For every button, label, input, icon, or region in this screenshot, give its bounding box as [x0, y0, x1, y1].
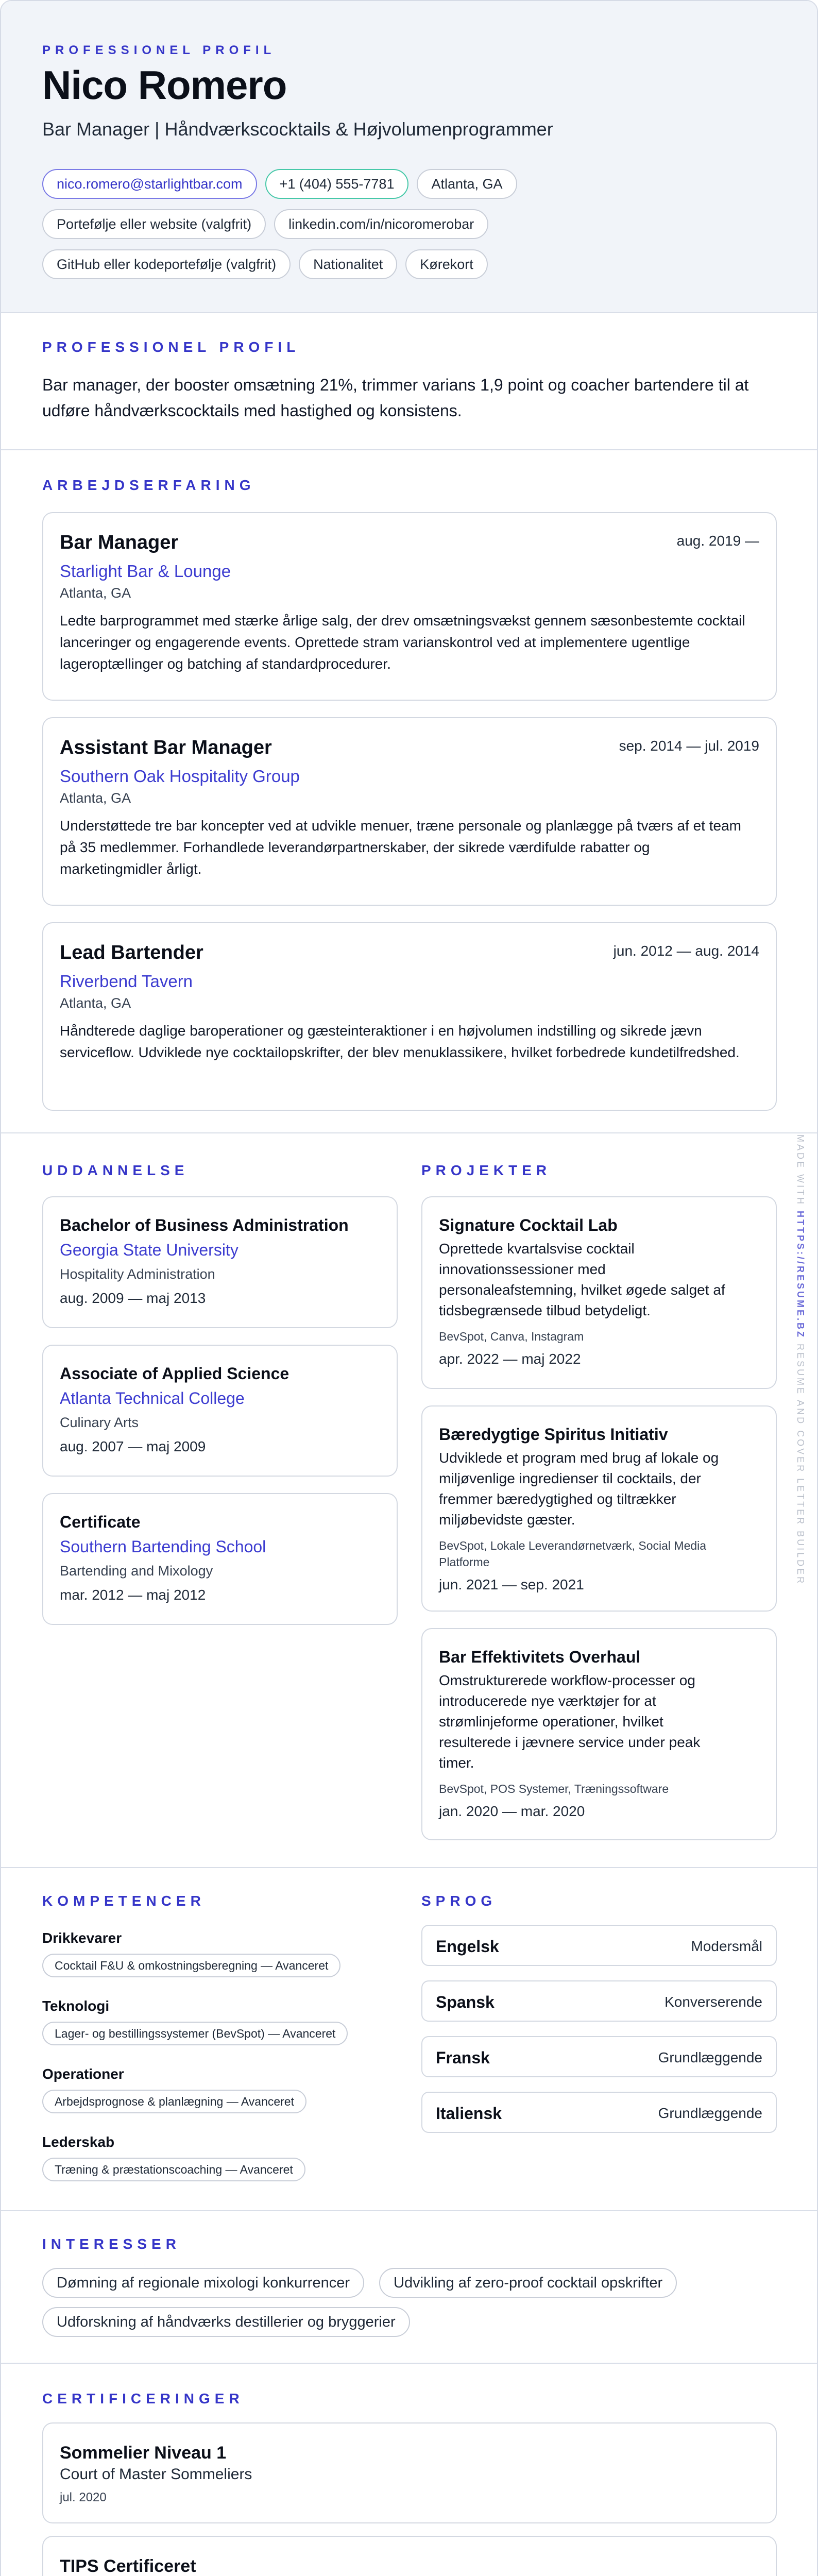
education-degree: Bachelor of Business Administration — [60, 1216, 349, 1234]
skill-chip: Arbejdsprognose & planlægning — Avanceret — [42, 2090, 306, 2113]
languages-section-title: SPROG — [421, 1893, 497, 1909]
education-date: mar. 2012 — maj 2012 — [60, 1587, 206, 1603]
contact-chips — [42, 169, 774, 290]
job-company: Southern Oak Hospitality Group — [60, 767, 300, 786]
header-kicker: PROFESSIONEL PROFIL — [42, 43, 276, 57]
resume-header — [1, 1, 817, 313]
language-name: Fransk — [436, 2048, 490, 2067]
job-title: Assistant Bar Manager — [60, 737, 272, 758]
certification-title: Sommelier Niveau 1 — [60, 2443, 227, 2463]
job-description: Understøttede tre bar koncepter ved at udvikle menuer, træne personale og planlægge på tværs af et team på 35 medlemmer. Forhandlede leverandørpartnerskaber, der sikrede værdifulde rabatter og marketingmidler årligt. — [60, 818, 741, 877]
builder-watermark: MADE WITH HTTPS://RESUME.BZ RESUME AND COVER LETTER BUILDER — [795, 1134, 806, 1586]
language-level: Grundlæggende — [658, 2105, 762, 2121]
job-company: Riverbend Tavern — [60, 972, 193, 991]
certification-card — [42, 2536, 777, 2576]
project-date: jan. 2020 — mar. 2020 — [439, 1803, 585, 1819]
certification-issuer: Court of Master Sommeliers — [60, 2466, 252, 2483]
project-date: jun. 2021 — sep. 2021 — [439, 1577, 584, 1592]
education-field: Hospitality Administration — [60, 1266, 215, 1282]
skills-section-title: KOMPETENCER — [42, 1893, 206, 1909]
language-row — [421, 1980, 777, 2022]
language-level: Grundlæggende — [658, 2049, 762, 2065]
skill-chip: Træning & præstationscoaching — Avanceret — [42, 2158, 305, 2181]
education-card — [42, 1196, 398, 1328]
profile-section-title: PROFESSIONEL PROFIL — [42, 339, 300, 355]
skill-category: Drikkevarer — [42, 1930, 122, 1946]
certification-card — [42, 2422, 777, 2523]
certification-title: TIPS Certificeret — [60, 2556, 196, 2576]
education-card — [42, 1345, 398, 1477]
section-divider — [1, 449, 817, 450]
education-field: Bartending and Mixology — [60, 1563, 213, 1579]
education-section-title: UDDANNELSE — [42, 1162, 189, 1178]
language-name: Engelsk — [436, 1937, 499, 1956]
education-field: Culinary Arts — [60, 1415, 139, 1430]
job-card — [42, 717, 777, 906]
certifications-section-title: CERTIFICERINGER — [42, 2391, 244, 2406]
section-divider — [1, 2363, 817, 2364]
job-location: Atlanta, GA — [60, 585, 131, 601]
project-card — [421, 1196, 777, 1389]
candidate-tagline: Bar Manager | Håndværkscocktails & Højvolumenprogrammer — [42, 118, 553, 140]
language-name: Italiensk — [436, 2104, 502, 2123]
job-date: aug. 2019 — — [676, 533, 759, 549]
skill-category: Lederskab — [42, 2134, 115, 2150]
education-date: aug. 2007 — maj 2009 — [60, 1438, 206, 1454]
interest-chip: Udforskning af håndværks destillerier og bryggerier — [42, 2307, 410, 2337]
project-card — [421, 1628, 777, 1840]
github-chip[interactable]: GitHub eller kodeportefølje (valgfrit) — [42, 249, 291, 279]
skill-category: Operationer — [42, 2066, 124, 2082]
builder-link[interactable]: HTTPS://RESUME.BZ — [795, 1211, 806, 1340]
projects-section-title: PROJEKTER — [421, 1162, 552, 1178]
project-date: apr. 2022 — maj 2022 — [439, 1351, 581, 1367]
job-location: Atlanta, GA — [60, 995, 131, 1011]
location-chip: Atlanta, GA — [417, 169, 517, 199]
email-link[interactable]: nico.romero@starlightbar.com — [42, 169, 257, 199]
language-row — [421, 1925, 777, 1966]
job-description: Håndterede daglige baroperationer og gæsteinteraktioner i en højvolumen indstilling og sikrede jævn serviceflow. Udviklede nye cocktailopskrifter, der blev menuklassikere, hvilket forbedrede kundetilfredshed. — [60, 1023, 740, 1060]
job-company: Starlight Bar & Lounge — [60, 562, 231, 581]
job-date: sep. 2014 — jul. 2019 — [619, 738, 759, 754]
project-title: Signature Cocktail Lab — [439, 1216, 618, 1234]
license-chip: Kørekort — [405, 249, 488, 279]
project-tags: BevSpot, POS Systemer, Træningssoftware — [439, 1782, 669, 1795]
interests-section-title: INTERESSER — [42, 2236, 181, 2252]
education-school: Georgia State University — [60, 1241, 238, 1259]
job-card — [42, 512, 777, 701]
education-school: Southern Bartending School — [60, 1537, 266, 1556]
project-tags: BevSpot, Lokale Leverandørnetværk, Social Media Platforme — [439, 1539, 707, 1569]
linkedin-link[interactable]: linkedin.com/in/nicoromerobar — [274, 209, 488, 239]
section-divider — [1, 1867, 817, 1868]
nationality-chip: Nationalitet — [299, 249, 397, 279]
language-name: Spansk — [436, 1993, 495, 2011]
project-title: Bar Effektivitets Overhaul — [439, 1648, 641, 1666]
section-divider — [1, 2210, 817, 2211]
skill-category: Teknologi — [42, 1998, 110, 2014]
portfolio-chip[interactable]: Portefølje eller website (valgfrit) — [42, 209, 266, 239]
project-description: Udviklede et program med brug af lokale og miljøvenlige ingredienser til cocktails, der fremmer bæredygtighed og tiltrækker miljøbevidste gæster. — [439, 1450, 719, 1528]
interest-chip: Dømning af regionale mixologi konkurrencer — [42, 2268, 364, 2298]
project-title: Bæredygtige Spiritus Initiativ — [439, 1425, 668, 1444]
project-description: Omstrukturerede workflow-processer og introducerede nye værktøjer for at strømlinjeforme operationer, hvilket resulterede i jævnere service under peak timer. — [439, 1672, 701, 1771]
job-date: jun. 2012 — aug. 2014 — [613, 943, 759, 959]
phone-link[interactable]: +1 (404) 555-7781 — [265, 169, 409, 199]
skill-chip: Cocktail F&U & omkostningsberegning — Avanceret — [42, 1954, 340, 1977]
language-level: Konverserende — [664, 1994, 762, 2010]
language-level: Modersmål — [691, 1938, 762, 1954]
section-divider — [1, 1132, 817, 1133]
job-description: Ledte barprogrammet med stærke årlige salg, der drev omsætningsvækst gennem sæsonbestemte cocktail lanceringer og engagerende events. Oprettede stram varianskontrol ved at implementere ugentlige lageroptællinger og batching af standardprocedurer. — [60, 613, 745, 672]
certification-date: jul. 2020 — [60, 2490, 107, 2504]
education-degree: Certificate — [60, 1513, 141, 1531]
job-title: Bar Manager — [60, 532, 179, 553]
project-card — [421, 1405, 777, 1612]
job-card — [42, 922, 777, 1111]
education-degree: Associate of Applied Science — [60, 1364, 289, 1383]
language-row — [421, 2092, 777, 2133]
project-description: Oprettede kvartalsvise cocktail innovationssessioner med personaleafstemning, hvilket øgede salget af tidsbegrænsede tilbud betydeligt. — [439, 1241, 725, 1318]
candidate-name: Nico Romero — [42, 62, 287, 108]
language-row — [421, 2036, 777, 2077]
education-card — [42, 1493, 398, 1625]
job-title: Lead Bartender — [60, 942, 203, 963]
interest-chip: Udvikling af zero-proof cocktail opskrifter — [379, 2268, 677, 2298]
experience-section-title: ARBEJDSERFARING — [42, 477, 255, 493]
education-date: aug. 2009 — maj 2013 — [60, 1290, 206, 1306]
project-tags: BevSpot, Canva, Instagram — [439, 1330, 584, 1343]
education-school: Atlanta Technical College — [60, 1389, 245, 1408]
skill-chip: Lager- og bestillingssystemer (BevSpot) — Avanceret — [42, 2022, 348, 2045]
job-location: Atlanta, GA — [60, 790, 131, 806]
profile-summary: Bar manager, der booster omsætning 21%, trimmer varians 1,9 point og coacher bartendere til at udføre håndværkscocktails med hastighed og konsistens. — [42, 376, 749, 420]
